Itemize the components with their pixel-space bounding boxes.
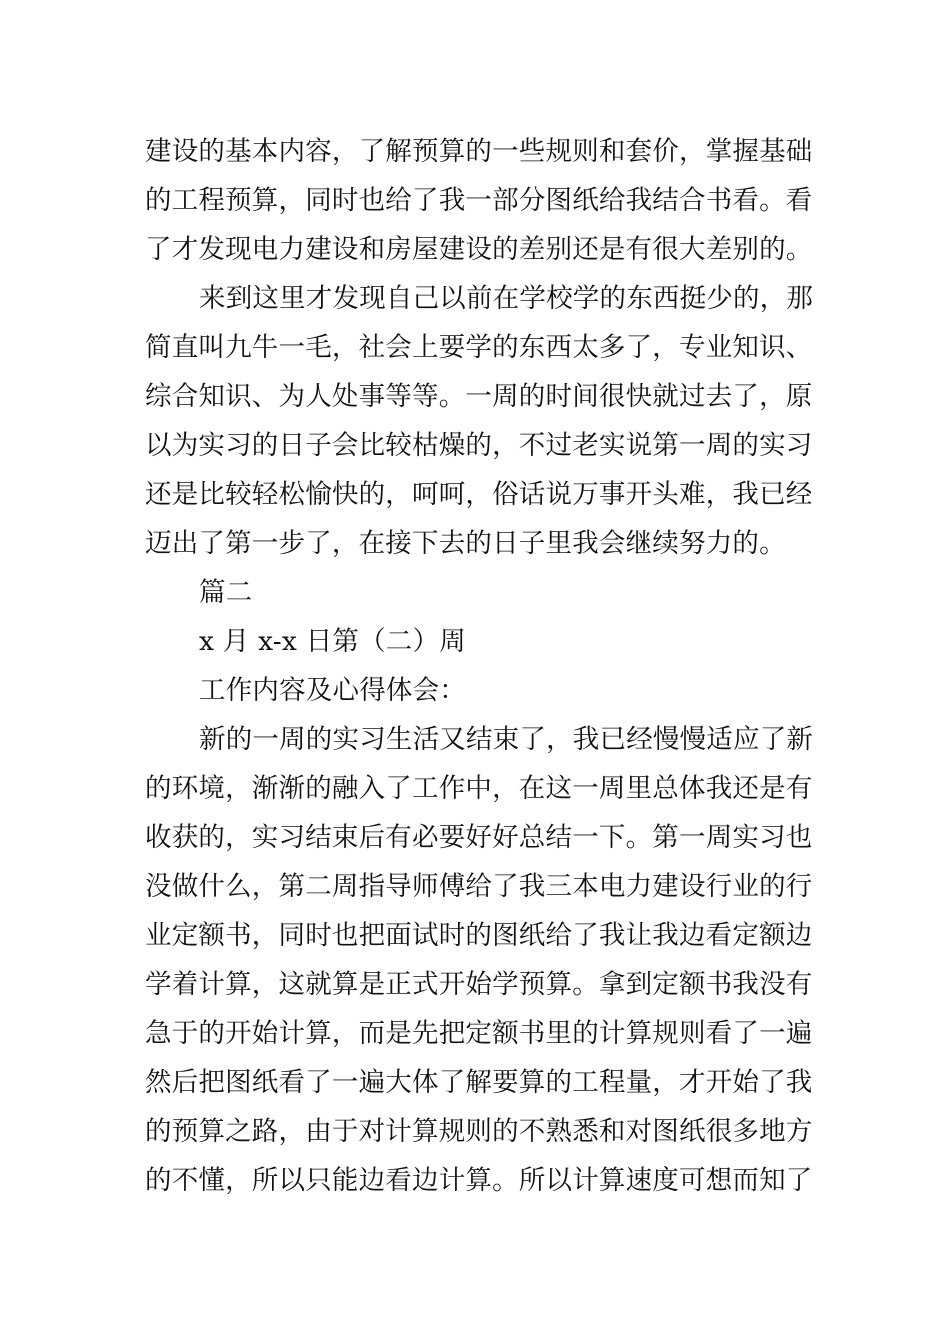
- text-line: 业定额书，同时也把面试时的图纸给了我让我边看定额边: [145, 920, 813, 951]
- text-line: 了才发现电力建设和房屋建设的差别还是有很大差别的。: [145, 234, 813, 265]
- text-line: 的不懂，所以只能边看边计算。所以计算速度可想而知了: [145, 1165, 813, 1196]
- text-line: 的环境，渐渐的融入了工作中，在这一周里总体我还是有: [145, 773, 813, 804]
- section-heading: 篇二: [199, 577, 253, 608]
- document-body: [145, 127, 814, 1205]
- text-line: 综合知识、为人处事等等。一周的时间很快就过去了，原: [145, 381, 813, 412]
- text-line: 急于的开始计算，而是先把定额书里的计算规则看了一遍: [145, 1018, 813, 1049]
- text-line: 的预算之路，由于对计算规则的不熟悉和对图纸很多地方: [145, 1116, 813, 1147]
- week-date-line: x 月 x-x 日第（二）周: [199, 626, 466, 657]
- text-line: 迈出了第一步了，在接下去的日子里我会继续努力的。: [145, 528, 786, 559]
- text-line: 的工程预算，同时也给了我一部分图纸给我结合书看。看: [145, 185, 813, 216]
- text-line: 然后把图纸看了一遍大体了解要算的工程量，才开始了我: [145, 1067, 813, 1098]
- work-content-heading: 工作内容及心得体会：: [199, 675, 466, 706]
- text-line: 建设的基本内容，了解预算的一些规则和套价，掌握基础: [145, 136, 813, 167]
- paragraph-start-line: 来到这里才发现自己以前在学校学的东西挺少的，那: [199, 283, 814, 314]
- text-line: 简直叫九牛一毛，社会上要学的东西太多了，专业知识、: [145, 332, 813, 363]
- text-line: 没做什么，第二周指导师傅给了我三本电力建设行业的行: [145, 871, 813, 902]
- text-line: 以为实习的日子会比较枯燥的，不过老实说第一周的实习: [145, 430, 813, 461]
- text-line: 学着计算，这就算是正式开始学预算。拿到定额书我没有: [145, 969, 813, 1000]
- paragraph-start-line: 新的一周的实习生活又结束了，我已经慢慢适应了新: [199, 724, 814, 755]
- text-line: 还是比较轻松愉快的，呵呵，俗话说万事开头难，我已经: [145, 479, 813, 510]
- text-line: 收获的，实习结束后有必要好好总结一下。第一周实习也: [145, 822, 813, 853]
